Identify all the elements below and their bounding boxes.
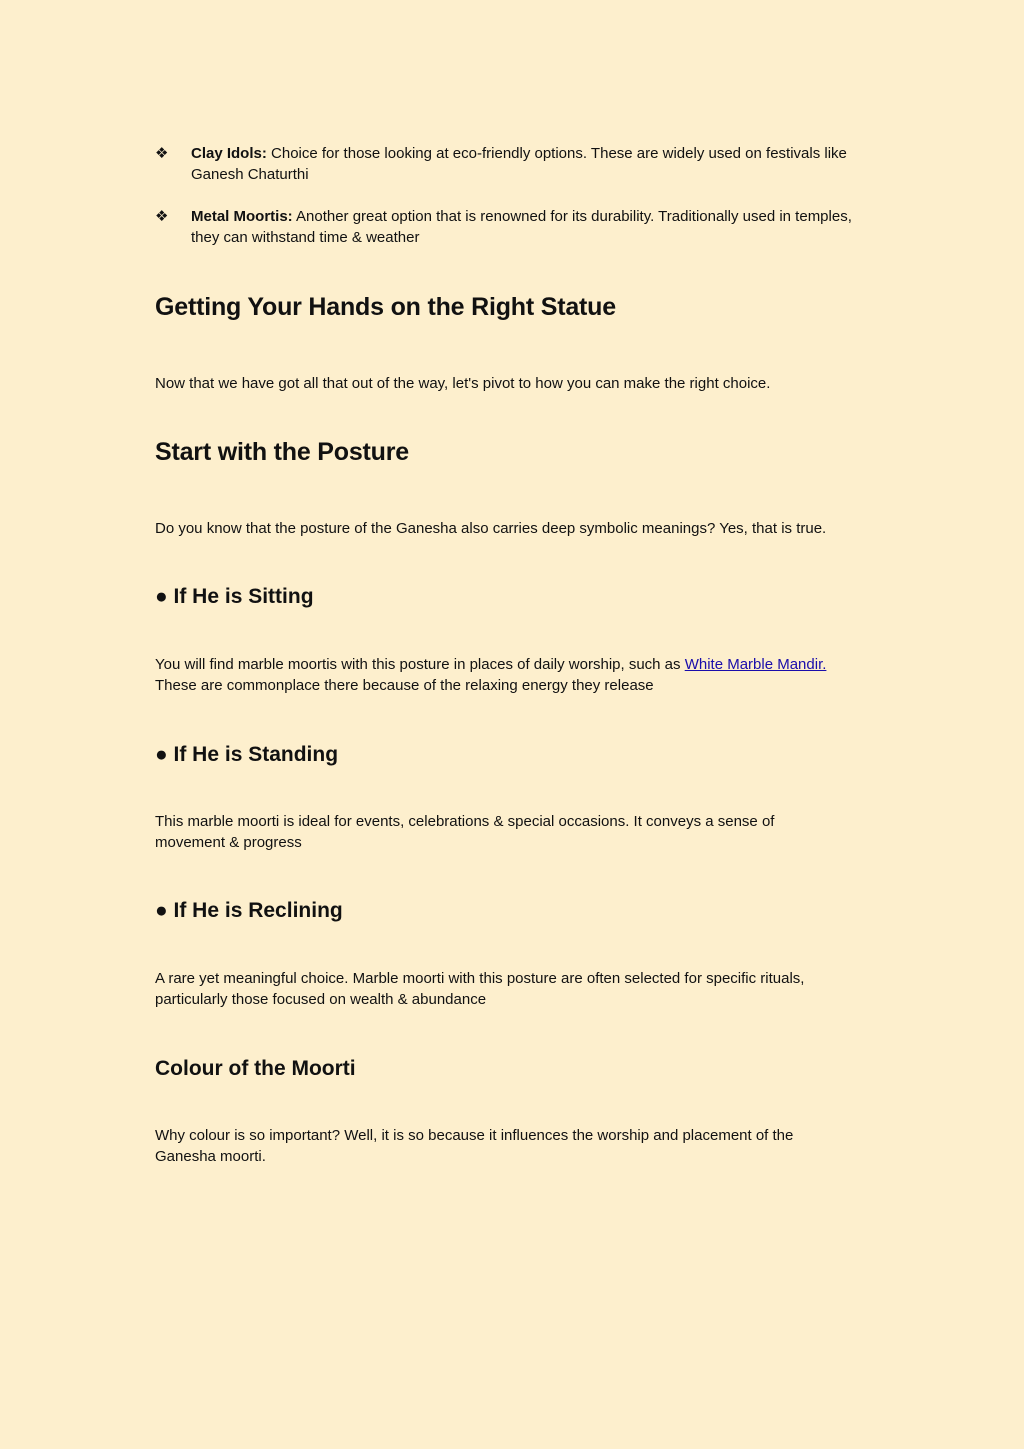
heading-sitting: ● If He is Sitting [155, 585, 314, 608]
bullet-metal-moortis [155, 206, 875, 248]
heading-reclining: ● If He is Reclining [155, 899, 343, 922]
diamond-bullet-icon: ❖ [155, 208, 169, 225]
paragraph-getting-statue: Now that we have got all that out of the way, let's pivot to how you can make the right choice. [155, 375, 771, 392]
paragraph-sitting: You will find marble moortis with this posture in places of daily worship, such as White Marble Mandir. These are commonplace there because of the relaxing energy they release [155, 656, 827, 694]
paragraph-colour: Why colour is so important? Well, it is so because it influences the worship and placement of the Ganesha moorti. [155, 1127, 794, 1165]
heading-getting-statue: Getting Your Hands on the Right Statue [155, 293, 616, 321]
white-marble-mandir-link[interactable]: White Marble Mandir. [684, 656, 827, 673]
heading-posture: Start with the Posture [155, 438, 409, 466]
paragraph-posture: Do you know that the posture of the Ganesha also carries deep symbolic meanings? Yes, that is true. [155, 520, 827, 537]
bullet-clay-idols [155, 143, 875, 185]
heading-standing: ● If He is Standing [155, 743, 339, 766]
heading-colour: Colour of the Moorti [155, 1057, 356, 1080]
bullet-text: Choice for those looking at eco-friendly options. These are widely used on festivals like Ganesh Chaturthi [191, 145, 847, 183]
bullet-text: Another great option that is renowned for its durability. Traditionally used in temples, they can withstand time & weather [191, 208, 852, 246]
paragraph-reclining: A rare yet meaningful choice. Marble moorti with this posture are often selected for specific rituals, particularly those focused on wealth & abundance [155, 970, 805, 1008]
bullet-label: Clay Idols: [191, 145, 267, 162]
diamond-bullet-icon: ❖ [155, 145, 169, 162]
paragraph-standing: This marble moorti is ideal for events, celebrations & special occasions. It conveys a sense of movement & progress [155, 813, 775, 851]
bullet-label: Metal Moortis: [191, 208, 293, 225]
